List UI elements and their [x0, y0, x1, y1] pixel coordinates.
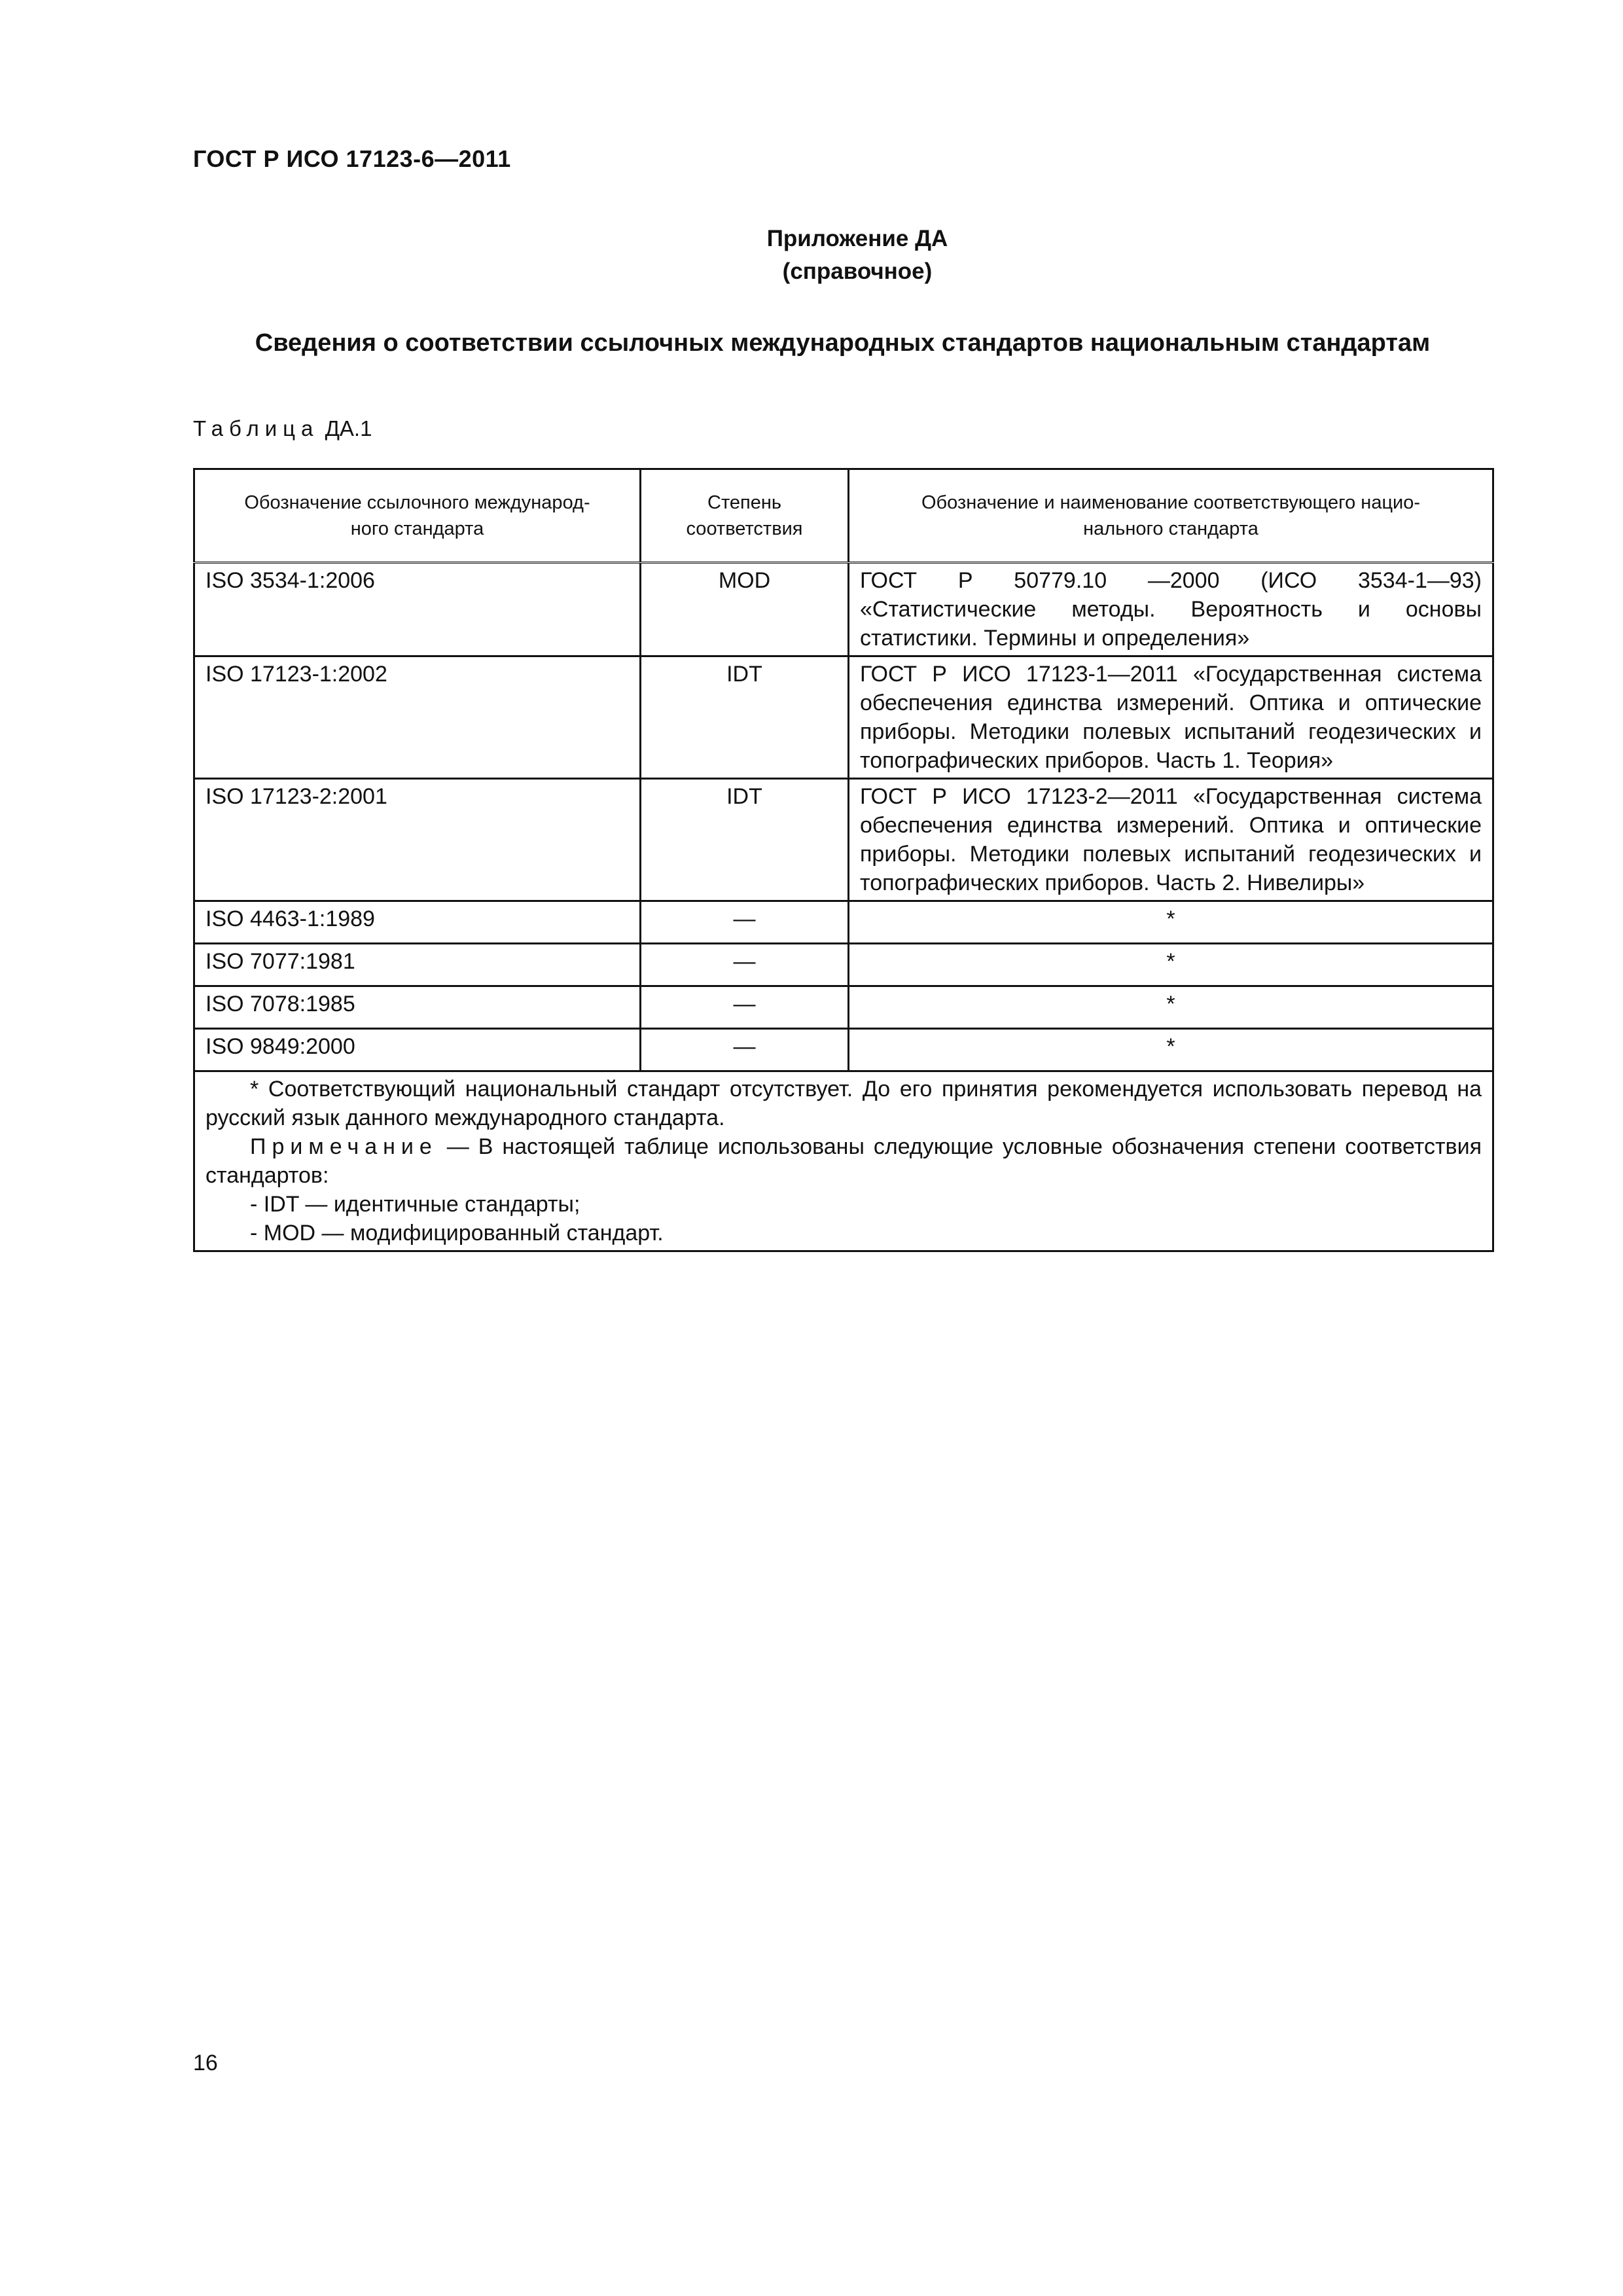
footnote-star-text: * Соответствующий национальный стандарт отсутствует. До его принятия рекомендуется использовать перевод на русский язык данного международного стандарта.	[205, 1077, 1482, 1130]
cell-degree: IDT	[641, 656, 849, 779]
cell-code: ISO 7078:1985	[194, 986, 641, 1029]
cell-code: ISO 3534-1:2006	[194, 563, 641, 656]
table-row	[194, 1029, 1493, 1071]
table-footnote-row	[194, 1071, 1493, 1251]
table-row	[194, 944, 1493, 986]
document-designation: ГОСТ Р ИСО 17123-6—2011	[193, 145, 511, 172]
table-row	[194, 563, 1493, 656]
table-note	[205, 1132, 1482, 1190]
cell-degree: —	[641, 944, 849, 986]
cell-national: ГОСТ Р ИСО 17123-1—2011 «Государственная система обеспечения единства измерений. Оптика и оптические приборы. Методики полевых испытаний геодезических и топографических приборов. Часть 1. Теория»	[849, 656, 1493, 779]
cell-degree: —	[641, 1029, 849, 1071]
cell-degree: IDT	[641, 779, 849, 901]
cell-code: ISO 17123-2:2001	[194, 779, 641, 901]
legend-mod: - MOD — модифицированный стандарт.	[250, 1221, 664, 1246]
page-number: 16	[193, 2051, 218, 2075]
column-header-national: Обозначение и наименование соответствующего нацио- нального стандарта	[849, 469, 1493, 563]
annex-title: Приложение ДА	[766, 226, 948, 251]
cell-code: ISO 9849:2000	[194, 1029, 641, 1071]
annex-heading	[0, 223, 1623, 288]
table-row	[194, 986, 1493, 1029]
table-caption	[193, 416, 372, 441]
table-caption-number: ДА.1	[325, 416, 372, 440]
correspondence-table	[193, 468, 1494, 1252]
cell-code: ISO 4463-1:1989	[194, 901, 641, 944]
note-word: Примечание	[250, 1134, 438, 1159]
cell-code: ISO 7077:1981	[194, 944, 641, 986]
column-header-degree: Степень соответствия	[641, 469, 849, 563]
cell-national: *	[849, 901, 1493, 944]
table-caption-word: Таблица	[193, 416, 319, 440]
cell-code: ISO 17123-1:2002	[194, 656, 641, 779]
table-header-row	[194, 469, 1493, 563]
cell-degree: MOD	[641, 563, 849, 656]
section-title: Сведения о соответствии ссылочных международных стандартов национальным стандартам	[255, 329, 1431, 357]
table-row	[194, 901, 1493, 944]
cell-national: *	[849, 944, 1493, 986]
table-row	[194, 656, 1493, 779]
cell-national: *	[849, 986, 1493, 1029]
note-text: — В настоящей таблице использованы следующие условные обозначения степени соответствия стандартов:	[205, 1134, 1482, 1188]
legend-idt: - IDT — идентичные стандарты;	[250, 1192, 580, 1217]
table-row	[194, 779, 1493, 901]
annex-status: (справочное)	[782, 259, 933, 284]
cell-national: ГОСТ Р 50779.10 —2000 (ИСО 3534-1—93) «Статистические методы. Вероятность и основы статистики. Термины и определения»	[849, 563, 1493, 656]
cell-degree: —	[641, 901, 849, 944]
cell-national: *	[849, 1029, 1493, 1071]
table-footnote	[194, 1071, 1493, 1251]
cell-degree: —	[641, 986, 849, 1029]
cell-national: ГОСТ Р ИСО 17123-2—2011 «Государственная система обеспечения единства измерений. Оптика и оптические приборы. Методики полевых испытаний геодезических и топографических приборов. Часть 2. Нивелиры»	[849, 779, 1493, 901]
column-header-code: Обозначение ссылочного международ- ного стандарта	[194, 469, 641, 563]
